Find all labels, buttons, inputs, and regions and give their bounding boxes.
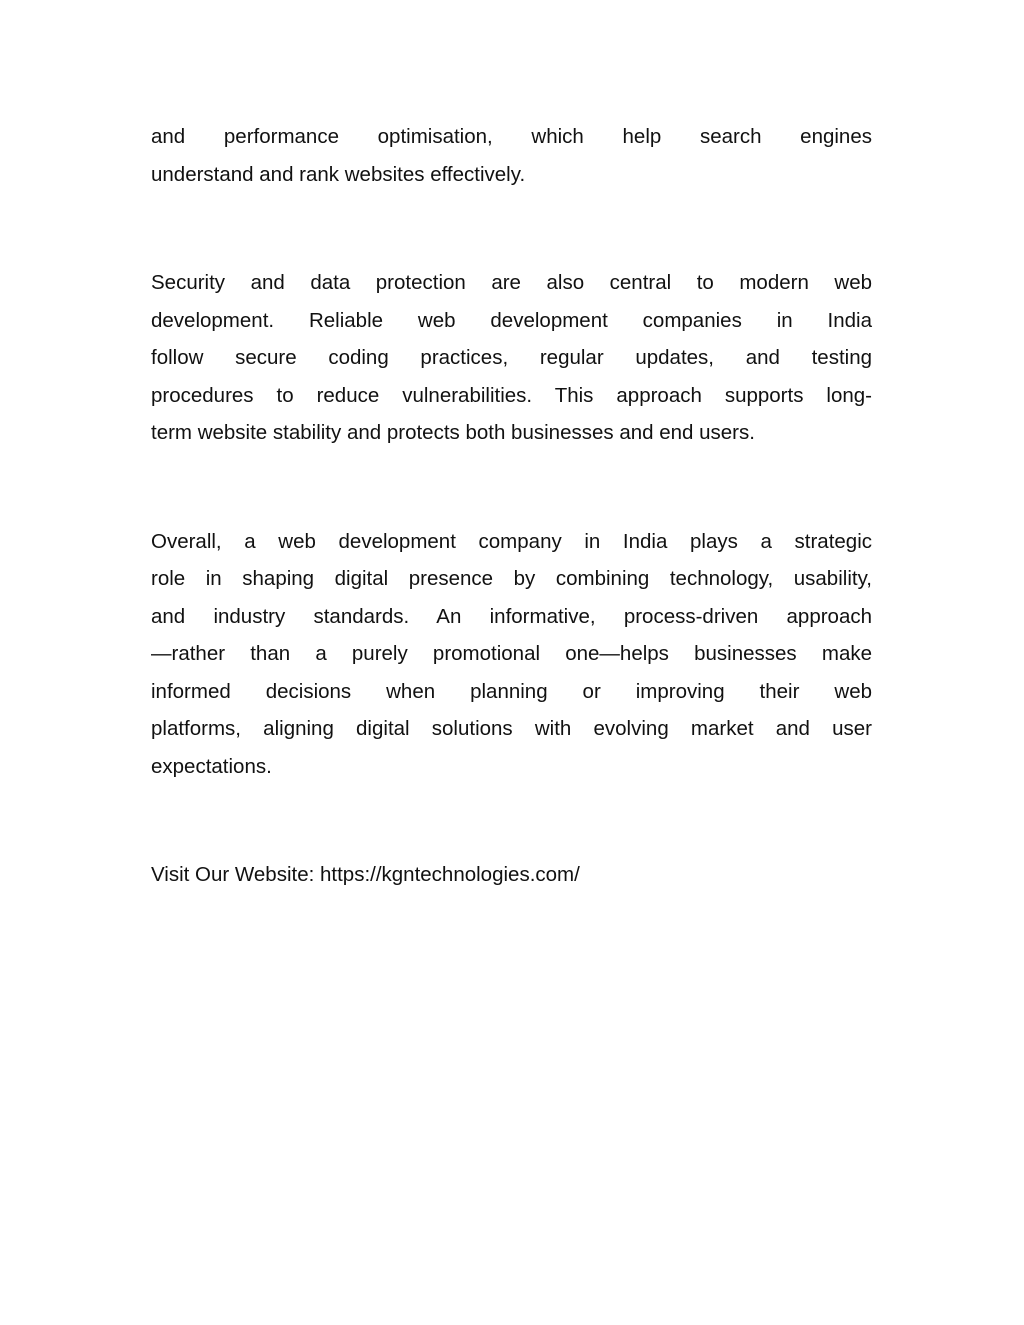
text-line: understand and rank websites effectively. — [151, 162, 526, 186]
text-line: and industry standards. An informative, process-driven approach — [151, 604, 872, 628]
text-line: procedures to reduce vulnerabilities. This approach supports long- — [151, 383, 872, 407]
website-link-paragraph — [151, 856, 872, 894]
text-line: term website stability and protects both businesses and end users. — [151, 421, 755, 444]
text-line: expectations. — [151, 754, 272, 778]
text-line: Security and data protection are also central to modern web — [151, 271, 872, 294]
paragraph — [151, 523, 872, 786]
text-line: informed decisions when planning or improving their web — [151, 679, 872, 703]
text-line: role in shaping digital presence by combining technology, usability, — [151, 567, 872, 590]
text-line: development. Reliable web development companies in India — [151, 308, 872, 332]
document-page — [151, 118, 872, 965]
text-line: platforms, aligning digital solutions with evolving market and user — [151, 717, 872, 740]
text-line: follow secure coding practices, regular updates, and testing — [151, 346, 872, 369]
text-line: and performance optimisation, which help search engines — [151, 125, 872, 148]
text-line: —rather than a purely promotional one—helps businesses make — [151, 642, 872, 665]
text-line: Visit Our Website: https://kgntechnologies.com/ — [151, 863, 580, 886]
paragraph — [151, 118, 872, 193]
text-line: Overall, a web development company in India plays a strategic — [151, 529, 872, 553]
paragraph — [151, 264, 872, 452]
